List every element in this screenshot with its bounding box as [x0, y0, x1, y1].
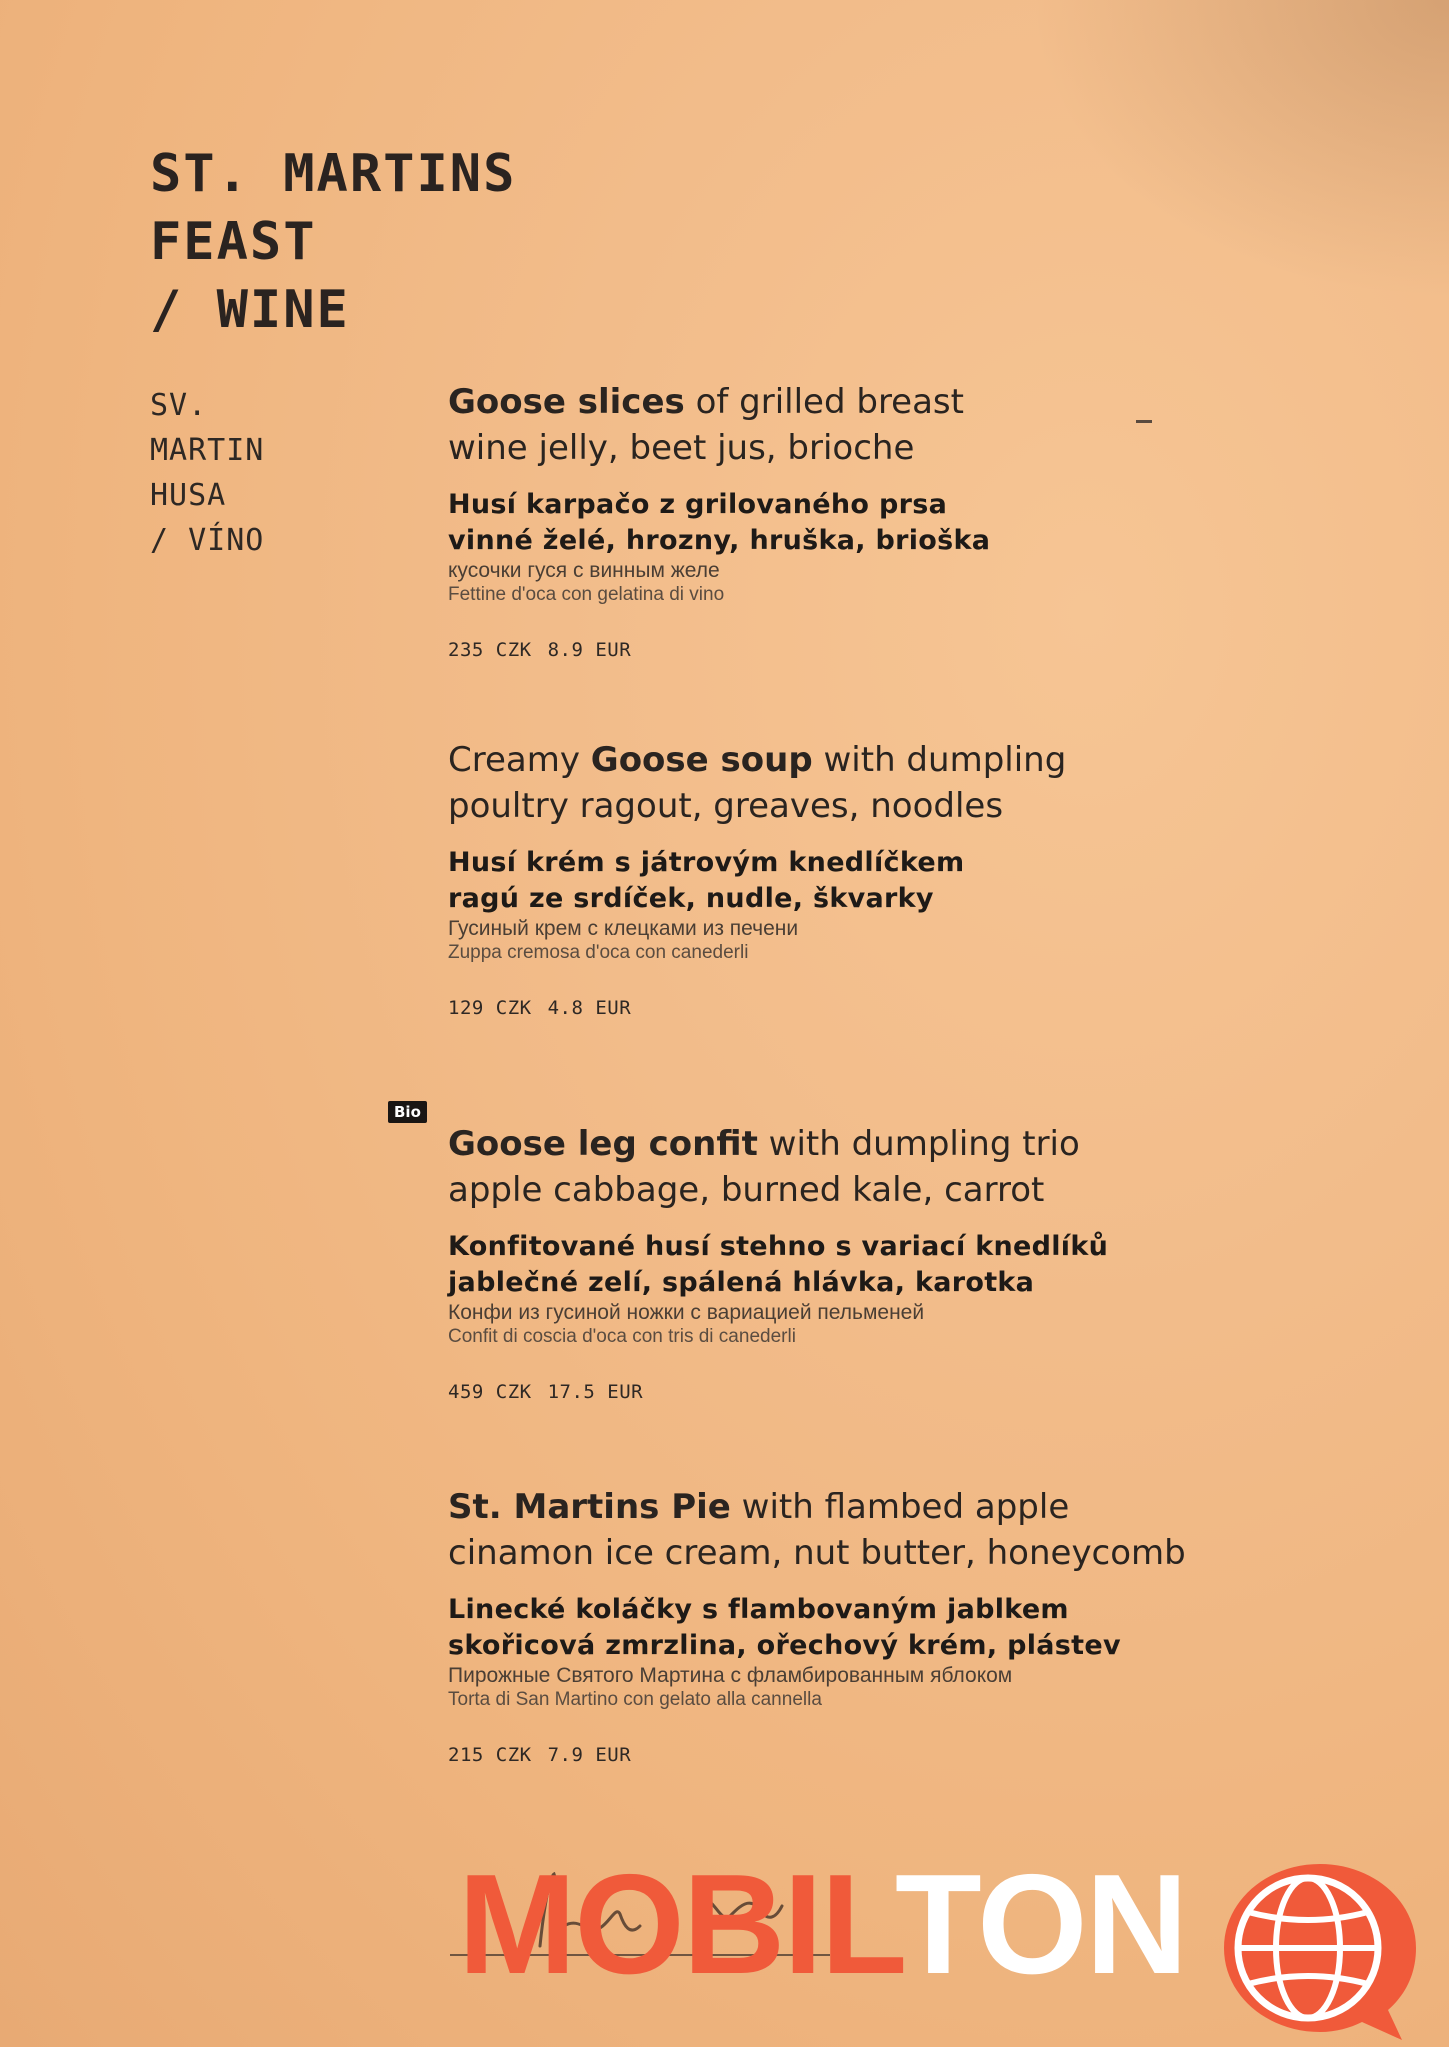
dish-description-cz: ragú ze srdíček, nudle, škvarky [448, 883, 934, 914]
dish-name-ru: Конфи из гусиной ножки с вариацией пельменей [448, 1301, 925, 1324]
dish-name-rest: with dumpling [812, 740, 1067, 780]
dish-price [448, 997, 1248, 1019]
dish-price [448, 1744, 1248, 1766]
menu-title [150, 140, 516, 344]
dish-name-cz [448, 1592, 1248, 1664]
dish-name-it: Fettine d'oca con gelatina di vino [448, 584, 725, 605]
side-title-line: MARTIN [150, 433, 265, 468]
dish-name-cz-line: Konfitované husí stehno s variací knedlíků [448, 1231, 1109, 1262]
price-czk: 235 CZK [448, 639, 532, 661]
price-eur: 17.5 EUR [547, 1381, 644, 1403]
czech-section-title [150, 383, 264, 563]
dish-name-bold: Goose slices [448, 382, 685, 422]
bio-badge: Bio [388, 1101, 427, 1123]
watermark-logo [458, 1845, 1187, 2004]
globe-speech-bubble-icon [1212, 1856, 1424, 2046]
dish-name-en [448, 1484, 1248, 1530]
shadow-overlay [1029, 0, 1449, 300]
dish-name-bold: Goose soup [590, 740, 813, 780]
dish-name-rest: of grilled breast [684, 382, 964, 422]
dish-description-en: cinamon ice cream, nut butter, honeycomb [448, 1533, 1186, 1573]
menu-item-goose-soup [448, 737, 1248, 1019]
dish-name-en [448, 737, 1248, 783]
side-title-line: HUSA [150, 478, 227, 513]
dish-price [448, 1381, 1248, 1403]
dish-name-it: Confit di coscia d'oca con tris di canederli [448, 1326, 796, 1347]
dish-name-pre: Creamy [448, 740, 591, 780]
title-line: FEAST [150, 212, 317, 272]
price-eur: 4.8 EUR [547, 997, 632, 1019]
dish-name-cz-line: Husí krém s játrovým knedlíčkem [448, 847, 965, 878]
price-czk: 459 CZK [448, 1381, 532, 1403]
dish-name-cz [448, 845, 1248, 917]
watermark-text [458, 1845, 1187, 2004]
menu-item-st-martins-pie [448, 1484, 1248, 1766]
price-czk: 129 CZK [448, 997, 532, 1019]
side-title-line: / VÍNO [150, 523, 265, 558]
dish-description-cz: vinné želé, hrozny, hruška, brioška [448, 525, 991, 556]
dish-description-cz: jablečné zelí, spálená hlávka, karotka [448, 1267, 1035, 1298]
dish-name-it: Zuppa cremosa d'oca con canederli [448, 942, 749, 963]
dish-name-cz [448, 1229, 1248, 1301]
dish-description-en: apple cabbage, burned kale, carrot [448, 1170, 1045, 1210]
price-eur: 8.9 EUR [547, 639, 632, 661]
dish-name-en [448, 1121, 1248, 1167]
dish-price [448, 639, 1248, 661]
dish-description-en: wine jelly, beet jus, brioche [448, 428, 915, 468]
price-eur: 7.9 EUR [547, 1744, 632, 1766]
menu-item-goose-slices [448, 379, 1248, 661]
price-czk: 215 CZK [448, 1744, 532, 1766]
title-line: ST. MARTINS [150, 144, 517, 204]
dish-name-rest: with flambed apple [730, 1487, 1070, 1527]
dish-name-en [448, 379, 1248, 425]
dish-name-ru: кусочки гуся с винным желе [448, 559, 720, 582]
watermark-text-part1: MOBIL [458, 1845, 895, 2004]
dish-name-cz [448, 487, 1248, 559]
dish-name-bold: Goose leg confit [448, 1124, 758, 1164]
dish-name-bold: St. Martins Pie [448, 1487, 731, 1527]
dish-name-ru: Пирожные Святого Мартина с фламбированным яблоком [448, 1664, 1013, 1687]
watermark-text-part2: TON [894, 1845, 1187, 2004]
dish-name-cz-line: Husí karpačo z grilovaného prsa [448, 489, 948, 520]
menu-item-goose-leg-confit [448, 1121, 1248, 1403]
dish-name-it: Torta di San Martino con gelato alla cannella [448, 1689, 822, 1710]
dish-description-en: poultry ragout, greaves, noodles [448, 786, 1004, 826]
dish-name-cz-line: Linecké koláčky s flambovaným jablkem [448, 1594, 1069, 1625]
dish-description-cz: skořicová zmrzlina, ořechový krém, plástev [448, 1630, 1121, 1661]
side-title-line: SV. [150, 388, 208, 423]
dish-name-rest: with dumpling trio [757, 1124, 1080, 1164]
dish-name-ru: Гусиный крем с клецками из печени [448, 917, 799, 940]
title-line: / WINE [150, 280, 350, 340]
